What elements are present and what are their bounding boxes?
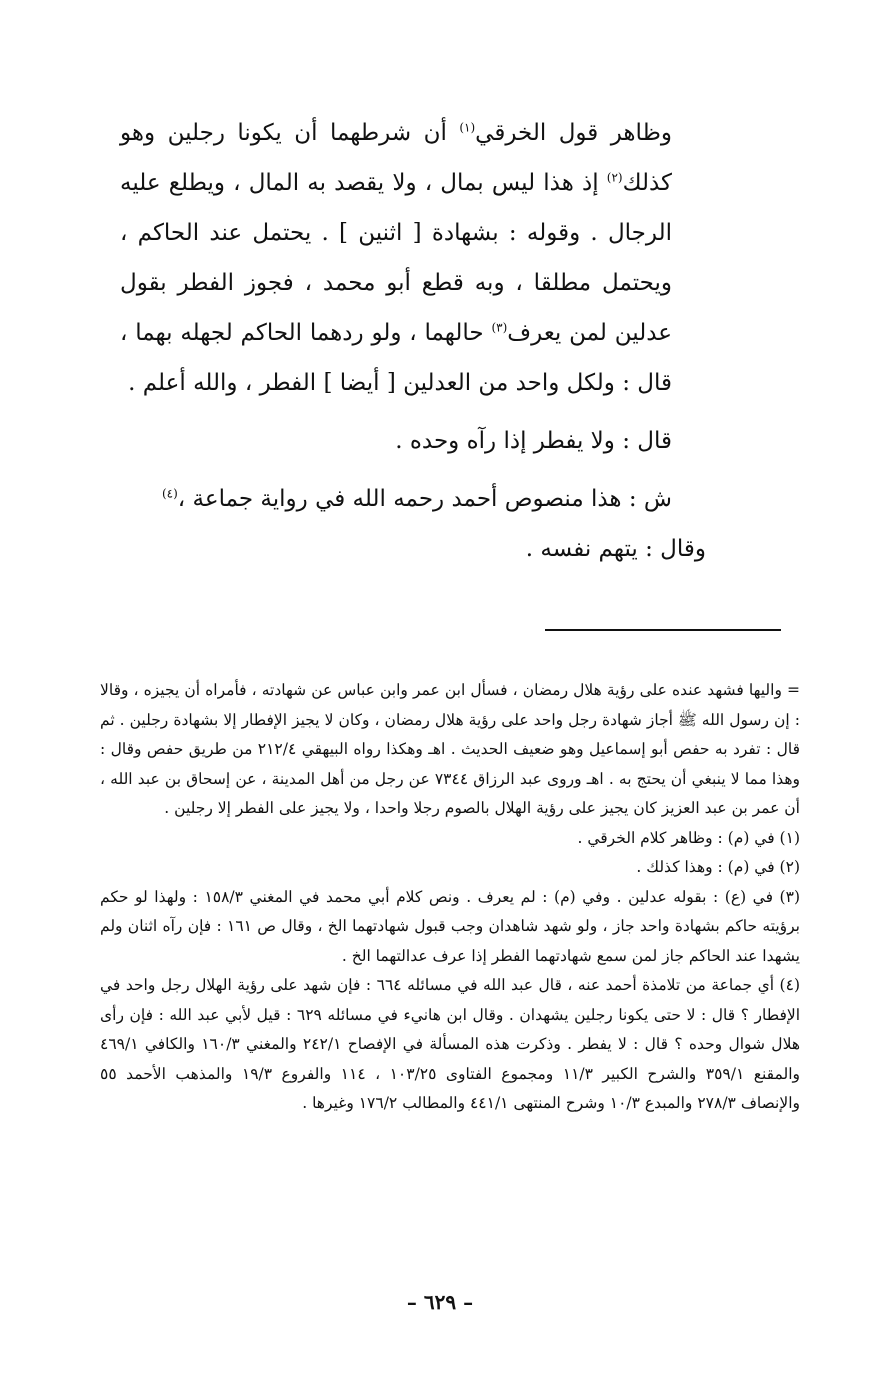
main-paragraph bbox=[120, 416, 706, 466]
text-run: ش : هذا منصوص أحمد رحمه الله في رواية جماعة ، bbox=[177, 486, 672, 512]
footnote-3: (٣) في (ع) : بقوله عدلين . وفي (م) : لم يعرف . ونص كلام أبي محمد في المغني ١٥٨/٣ : ولهذا لو حكم برؤيته حاكم بشهادة واحد جاز ، ولو شهد شاهدان وجب قبول شهادتهما الخ ، وقال ص ١٦١ : فإن رآه اثنان ولم يشهدا عند الحاكم جاز لمن سمع شهادتهما الفطر إذا عرف عدالتهما الخ . bbox=[100, 887, 800, 965]
main-paragraph bbox=[120, 108, 706, 408]
footnote-continuation: = واليها فشهد عنده على رؤية هلال رمضان ، فسأل ابن عمر وابن عباس عن شهادته ، فأمراه أن يجيزه ، وقالا : إن رسول الله ﷺ أجاز شهادة رجل واحد على رؤية هلال رمضان ، وكان لا يجيز الإفطار إلا بشهادة رجلين . ثم قال : تفرد به حفص أبو إسماعيل وهو ضعيف الحديث . اهـ وهكذا رواه البيهقي ٢١٢/٤ من طريق حفص وقال : وهذا مما لا ينبغي أن يحتج به . اهـ وروى عبد الرزاق ٧٣٤٤ عن رجل من أهل المدينة ، عن إسحاق بن عبد الله ، أن عمر بن عبد العزيز كان يجيز على رؤية الهلال بالصوم رجلا واحدا ، ولا يجيز على الفطر إلا رجلين . bbox=[100, 681, 800, 817]
text-run: أن شرطهما أن يكونا رجلين وهو كذلك bbox=[120, 120, 673, 196]
text-run: قال : ولا يفطر إذا رآه وحده . bbox=[395, 428, 672, 454]
footnote-marker[interactable]: (٣) bbox=[491, 320, 508, 335]
text-run: وقال : يتهم نفسه . bbox=[525, 536, 706, 562]
text-run: حالهما ، ولو ردهما الحاكم لجهله بهما ، قال : ولكل واحد من العدلين [ أيضا ] الفطر ، والله أعلم . bbox=[120, 320, 672, 396]
footnote-marker[interactable]: (٤) bbox=[161, 486, 178, 501]
main-paragraph bbox=[120, 474, 706, 524]
footnote-marker[interactable]: (٢) bbox=[606, 170, 623, 185]
main-text bbox=[120, 108, 706, 574]
footnote-1: (١) في (م) : وظاهر كلام الخرقي . bbox=[577, 828, 800, 847]
footnote-separator bbox=[545, 629, 781, 631]
text-run: إذ هذا ليس بمال ، ولا يقصد به المال ، ويطلع عليه الرجال . وقوله : بشهادة [ اثنين ] . يحتمل عند الحاكم ، ويحتمل مطلقا ، وبه قطع أبو محمد ، فجوز الفطر بقول عدلين لمن يعرف bbox=[120, 170, 672, 346]
footnote-2: (٢) في (م) : وهذا كذلك . bbox=[636, 858, 800, 876]
main-paragraph bbox=[120, 524, 706, 574]
footnote-4: (٤) أي جماعة من تلامذة أحمد عنه ، قال عبد الله في مسائله ٦٦٤ : فإن شهد على رؤية الهلال رجل واحد في الإفطار ؟ قال : لا حتى يكونا رجلين يشهدان . وقال ابن هانيء في مسائله ٦٢٩ : قيل لأبي عبد الله : فإن رأى هلال شوال وحده ؟ قال : لا يفطر . وذكرت هذه المسألة في الإفصاح ٢٤٢/١ والمغني ١٦٠/٣ والكافي ٤٦٩/١ والمقنع ٣٥٩/١ والشرح الكبير ١١/٣ ومجموع الفتاوى ١٠٣/٢٥ ، ١١٤ والفروع ١٩/٣ والمذهب الأحمد ٥٥ والإنصاف ٢٧٨/٣ والمبدع ١٠/٣ وشرح المنتهى ٤٤١/١ والمطالب ١٧٦/٢ وغيرها . bbox=[100, 976, 801, 1112]
page-number: – ٦٢٩ – bbox=[406, 1290, 474, 1314]
footnotes-section bbox=[100, 676, 800, 1119]
footnote-marker[interactable]: (١) bbox=[459, 120, 476, 135]
text-run: وظاهر قول الخرقي bbox=[475, 120, 672, 146]
